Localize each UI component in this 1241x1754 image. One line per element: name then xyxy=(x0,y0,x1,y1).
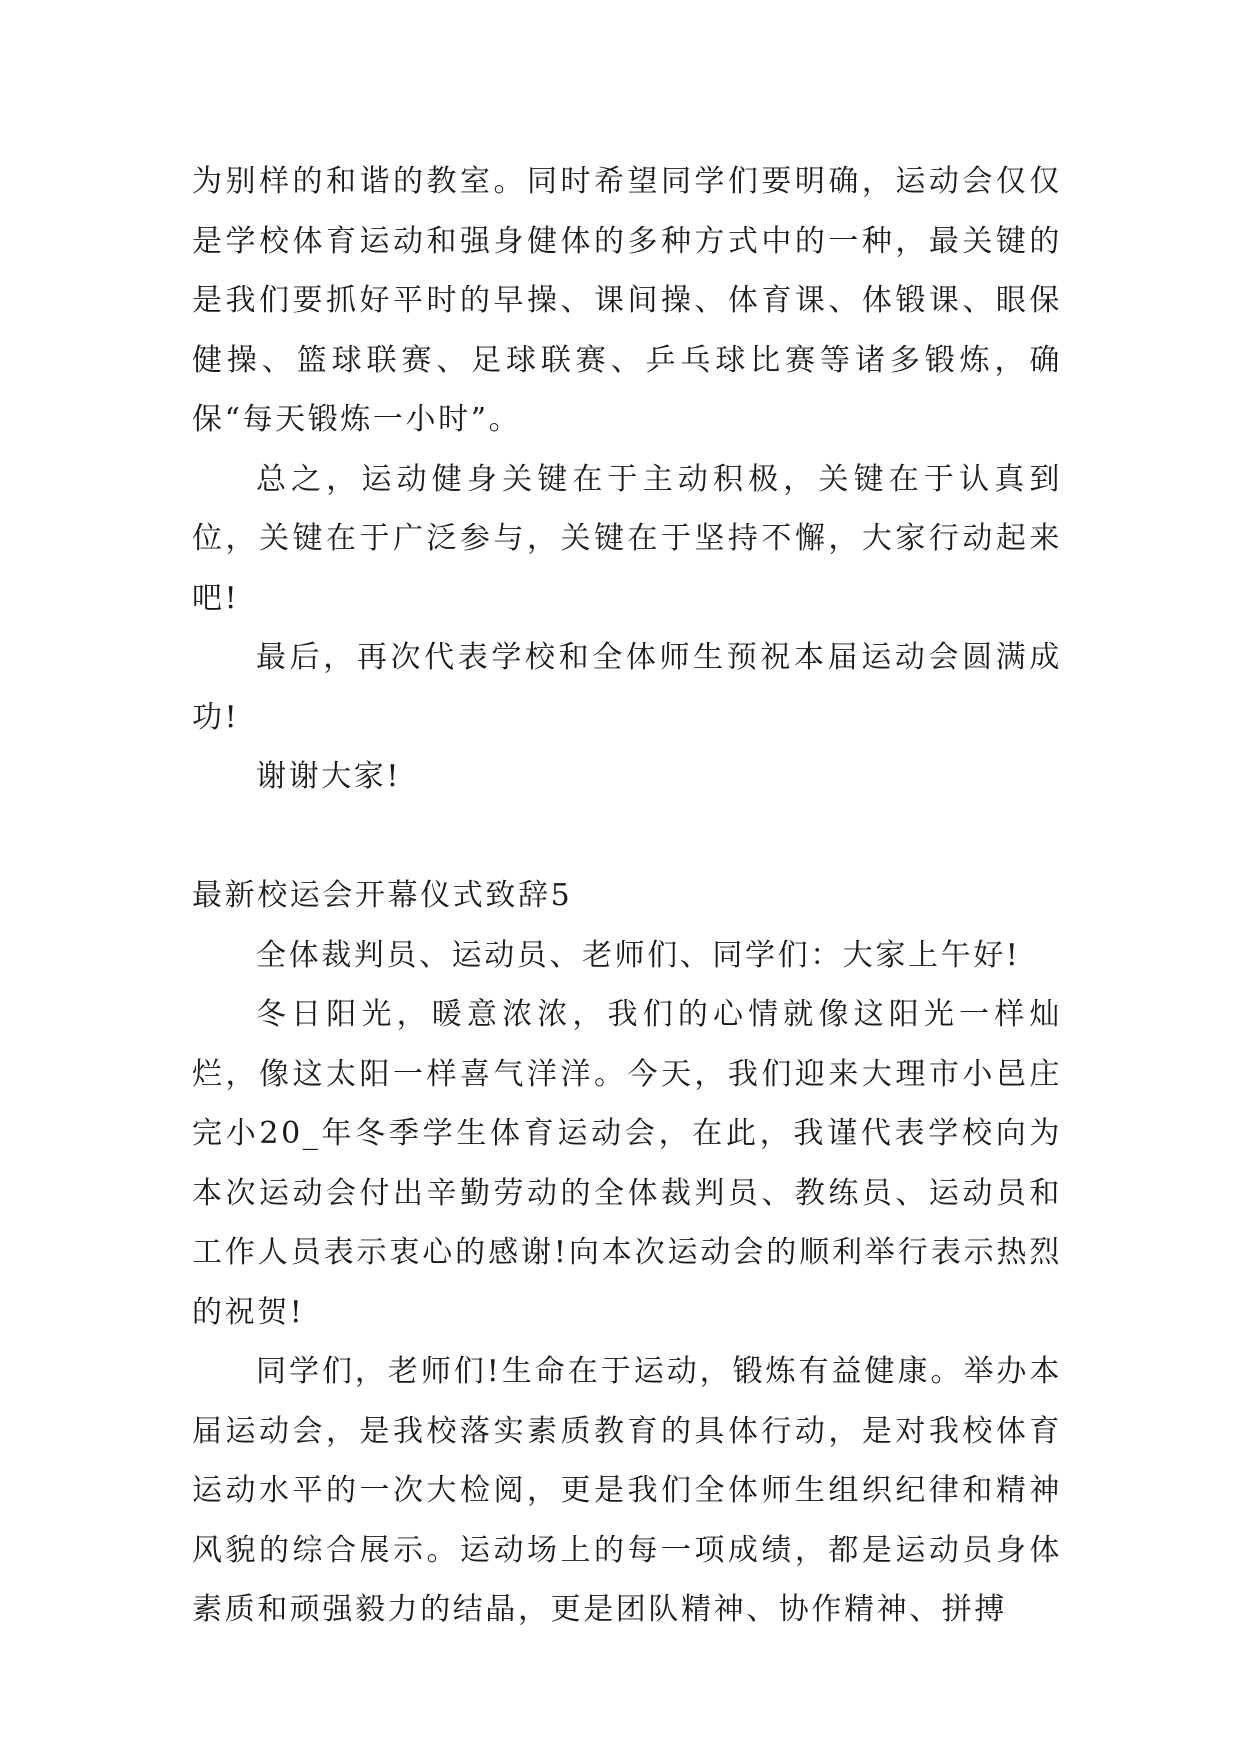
paragraph-closing-wishes: 最后，再次代表学校和全体师生预祝本届运动会圆满成功! xyxy=(192,640,1062,735)
paragraph-summary: 总之，运动健身关键在于主动积极，关键在于认真到位，关键在于广泛参与，关键在于坚持不懈，大家行动起来吧! xyxy=(192,461,1062,616)
paragraph-significance: 同学们，老师们!生命在于运动，锻炼有益健康。举办本届运动会，是我校落实素质教育的具体行动，是对我校体育运动水平的一次大检阅，更是我们全体师生组织纪律和精神风貌的综合展示。运动场上的每一项成绩，都是运动员身体素质和顽强毅力的结晶，更是团队精神、协作精神、拼搏 xyxy=(192,1354,1062,1627)
paragraph-opening: 冬日阳光，暖意浓浓，我们的心情就像这阳光一样灿烂，像这太阳一样喜气洋洋。今天，我们迎来大理市小邑庄完小20_年冬季学生体育运动会，在此，我谨代表学校向为本次运动会付出辛勤劳动的全体裁判员、教练员、运动员和工作人员表示衷心的感谢!向本次运动会的顺利举行表示热烈的祝贺! xyxy=(192,997,1062,1330)
section-title: 最新校运会开幕仪式致辞5 xyxy=(192,878,573,913)
continuation-paragraph: 为别样的和谐的教室。同时希望同学们要明确，运动会仅仅是学校体育运动和强身健体的多种方式中的一种，最关键的是我们要抓好平时的早操、课间操、体育课、体锻课、眼保健操、篮球联赛、足球联赛、乒乓球比赛等诸多锻炼，确保“每天锻炼一小时”。 xyxy=(192,164,1062,437)
paragraph-greeting: 全体裁判员、运动员、老师们、同学们：大家上午好! xyxy=(256,937,1021,973)
document-body xyxy=(192,152,1062,1640)
section-spacer xyxy=(192,807,1062,867)
paragraph-thanks: 谢谢大家! xyxy=(256,759,402,794)
